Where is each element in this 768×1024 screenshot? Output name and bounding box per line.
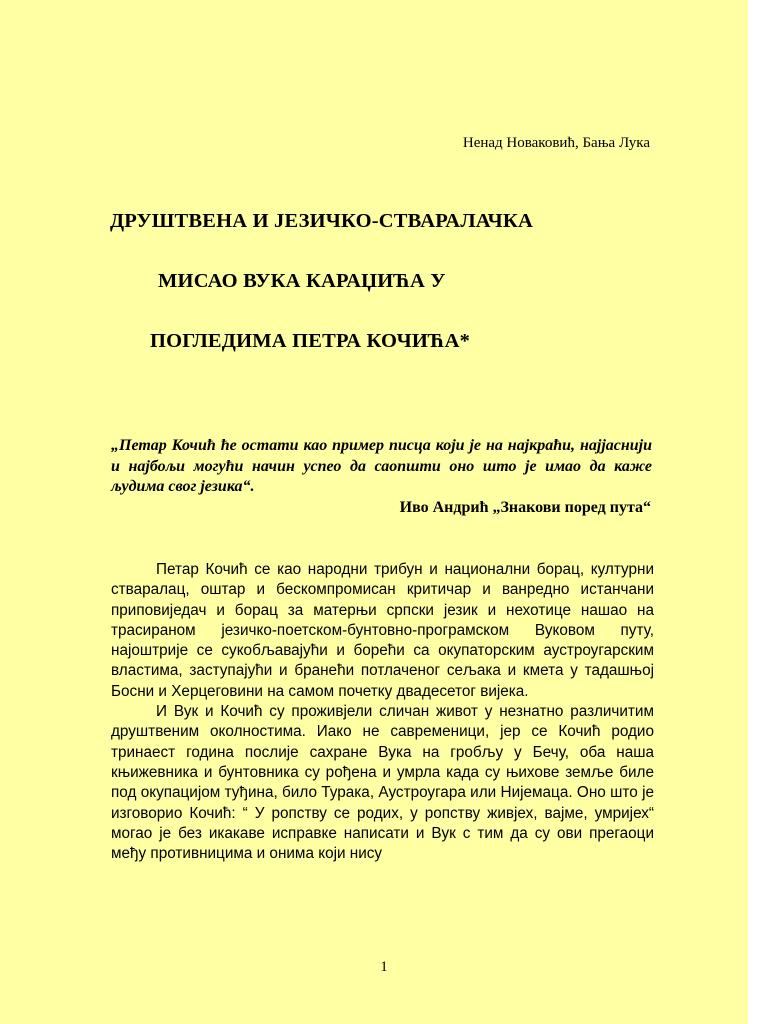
epigraph-quote: „Петар Кочић ће остати као пример писца који је на најкраћи, најјаснији и најбољи могући начин успео да саопшти оно што је имао да каже људима свог језика“. [111,437,652,495]
paragraph-2: И Вук и Кочић су проживјели сличан живот у незнатно различитим друштвеним околностима. Иако не савременици, јер се Кочић родио тринаест година послије сахране Вука на гробљу у Бечу, оба наша књижевника и бунтовника су рођена и умрла када су њихове земље биле под окупацијом туђина, било Турака, Аустроугара или Нијемаца. Оно што је изговорио Кочић: “ У ропству се родих, у ропству живјех, вајме, умријех“ могао је без икакаве исправке написати и Вук с тим да су ови прегаоци међу противницима и онима који нису [111,703,654,863]
title-line-1: ДРУШТВЕНА И ЈЕЗИЧКО-СТВАРАЛАЧКА [110,210,533,232]
paragraph-1: Петар Кочић се као народни трибун и национални борац, културни стваралац, оштар и бескомпромисан критичар и ванредно истанчани приповиједач и борац за матерњи српски језик и нехотице нашао на трасираном језичко-поетском-бунтовно-програмском Вуковом путу, најоштрије се сукобљавајући и борећи са окупаторским аустроугарским властима, заступајући и бранећи потлаченог сељака и кмета у тадашњој Босни и Херцеговини на самом почетку двадесетог вијека. [111,561,654,700]
title-line-2: МИСАО ВУКА КАРАЏИЋА У [158,270,446,292]
page-number: 1 [380,959,388,975]
body-text [111,560,654,864]
title-line-3: ПОГЛЕДИМА ПЕТРА КОЧИЋА* [150,330,471,352]
epigraph-source: Иво Андрић „Знакови поред пута“ [399,499,651,516]
author-line: Ненад Новаковић, Бања Лука [462,135,650,151]
